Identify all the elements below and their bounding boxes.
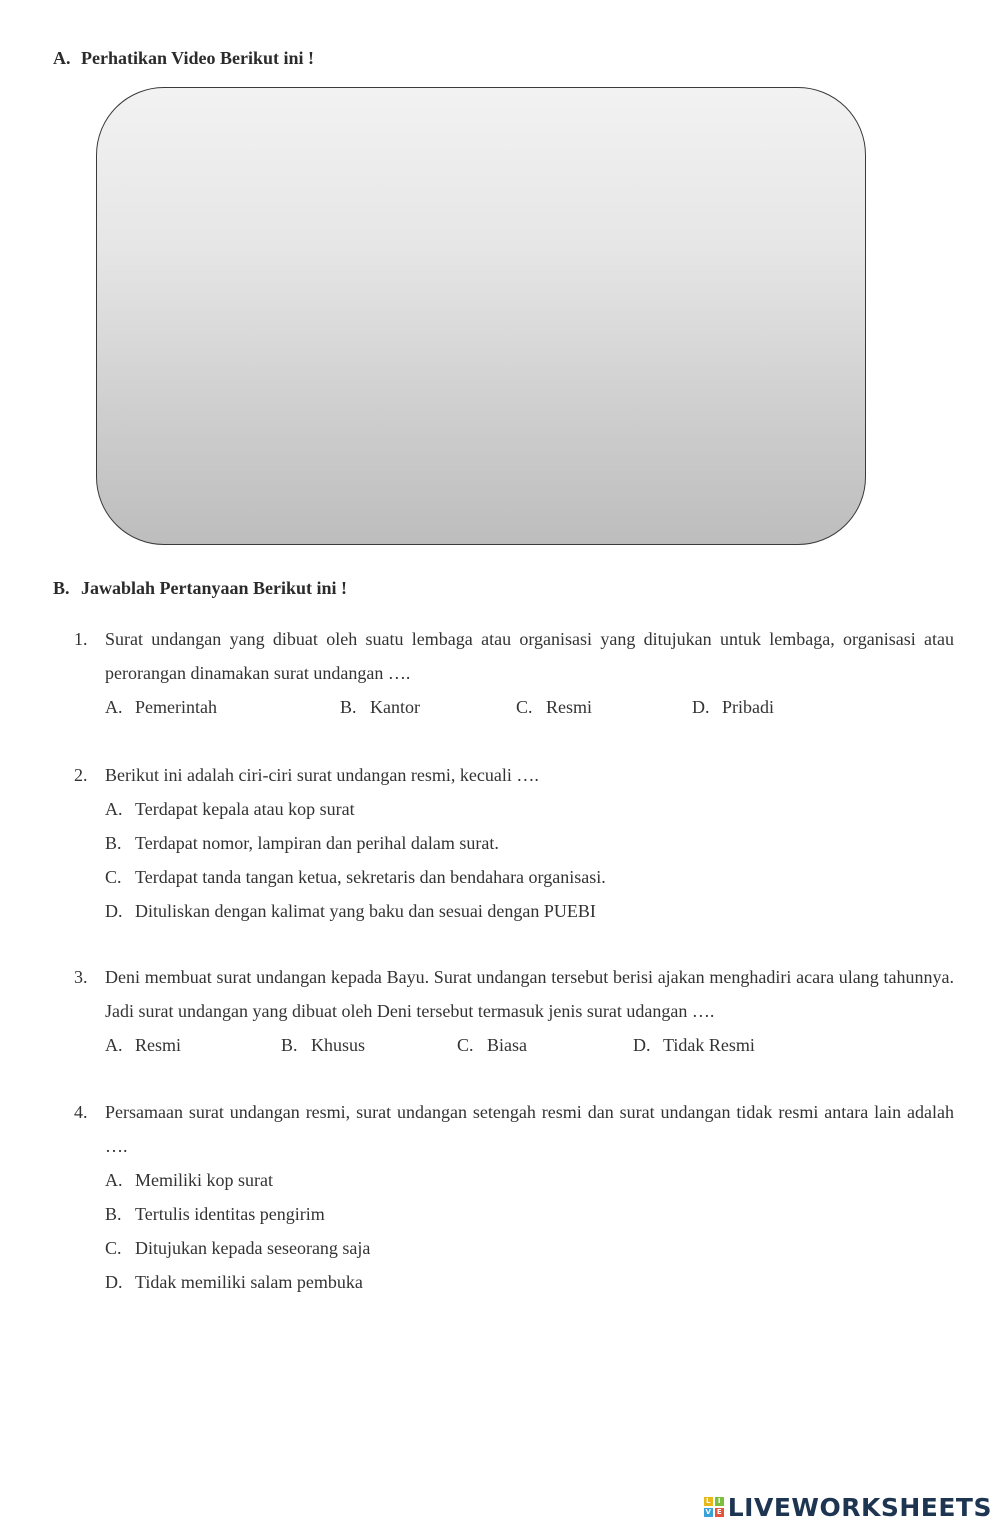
section-a-heading [53,48,314,69]
option-letter: A. [105,1170,123,1190]
section-b-letter: B. [53,578,70,598]
option-letter: A. [105,697,123,717]
option-letter: B. [105,833,122,853]
option-letter: C. [516,697,533,717]
option-text: Resmi [135,1035,182,1055]
logo-tile: L [704,1497,713,1506]
question-options [105,1028,954,1062]
question-text: Surat undangan yang dibuat oleh suatu lembaga atau organisasi yang ditujukan untuk lembaga, organisasi atau perorangan dinamakan surat undangan …. [105,629,954,683]
option-letter: A. [105,1035,123,1055]
question-2 [74,758,954,928]
question-text: Deni membuat surat undangan kepada Bayu. Surat undangan tersebut berisi ajakan menghadiri acara ulang tahunnya. Jadi surat undangan yang dibuat oleh Deni tersebut termasuk jenis surat udangan …. [105,967,954,1021]
option-text: Tidak memiliki salam pembuka [135,1272,363,1292]
option-b[interactable] [340,690,420,724]
logo-tile: V [705,1508,711,1516]
question-number: 4. [74,1102,88,1122]
option-d[interactable] [633,1028,755,1062]
option-letter: C. [105,867,122,887]
question-text: Persamaan surat undangan resmi, surat undangan setengah resmi dan surat undangan tidak resmi antara lain adalah …. [105,1102,954,1156]
option-text: Pribadi [722,697,774,717]
option-letter: C. [105,1238,122,1258]
liveworksheets-logo[interactable] [704,1492,992,1522]
option-letter: C. [457,1035,474,1055]
question-1 [74,622,954,724]
option-b[interactable] [105,1197,954,1231]
option-text: Memiliki kop surat [135,1170,273,1190]
logo-mark-icon [704,1497,724,1517]
question-options [105,690,954,724]
video-placeholder[interactable] [96,87,866,545]
option-text: Pemerintah [135,697,217,717]
question-options [105,1163,954,1299]
question-number: 2. [74,765,88,785]
option-d[interactable] [692,690,774,724]
option-a[interactable] [105,1163,954,1197]
option-letter: B. [340,697,357,717]
option-a[interactable] [105,1028,181,1062]
option-letter: A. [105,799,123,819]
option-c[interactable] [516,690,592,724]
logo-text: LIVEWORKSHEETS [727,1492,992,1522]
option-text: Ditujukan kepada seseorang saja [135,1238,371,1258]
option-text: Dituliskan dengan kalimat yang baku dan sesuai dengan PUEBI [135,901,596,921]
section-b-title: Jawablah Pertanyaan Berikut ini ! [81,578,348,598]
option-text: Resmi [546,697,593,717]
question-3 [74,960,954,1062]
question-options [105,792,954,928]
question-number: 1. [74,629,88,649]
question-number: 3. [74,967,88,987]
logo-tile: E [715,1508,724,1517]
option-letter: D. [692,697,710,717]
option-d[interactable] [105,894,954,928]
option-letter: D. [105,1272,123,1292]
option-letter: B. [281,1035,298,1055]
question-4 [74,1095,954,1299]
option-b[interactable] [281,1028,365,1062]
section-a-letter: A. [53,48,71,68]
option-b[interactable] [105,826,954,860]
option-text: Biasa [487,1035,527,1055]
option-letter: D. [633,1035,651,1055]
option-text: Terdapat nomor, lampiran dan perihal dalam surat. [135,833,499,853]
option-text: Tidak Resmi [663,1035,755,1055]
option-c[interactable] [105,1231,954,1265]
logo-tile: I [715,1497,724,1506]
section-b-heading [53,578,347,599]
option-a[interactable] [105,690,217,724]
section-a-title: Perhatikan Video Berikut ini ! [81,48,315,68]
option-letter: D. [105,901,123,921]
option-text: Terdapat kepala atau kop surat [135,799,355,819]
option-c[interactable] [105,860,954,894]
option-text: Kantor [370,697,420,717]
option-letter: B. [105,1204,122,1224]
option-c[interactable] [457,1028,527,1062]
option-a[interactable] [105,792,954,826]
option-d[interactable] [105,1265,954,1299]
question-text: Berikut ini adalah ciri-ciri surat undangan resmi, kecuali …. [105,765,539,785]
option-text: Terdapat tanda tangan ketua, sekretaris dan bendahara organisasi. [135,867,606,887]
option-text: Tertulis identitas pengirim [135,1204,325,1224]
option-text: Khusus [311,1035,366,1055]
